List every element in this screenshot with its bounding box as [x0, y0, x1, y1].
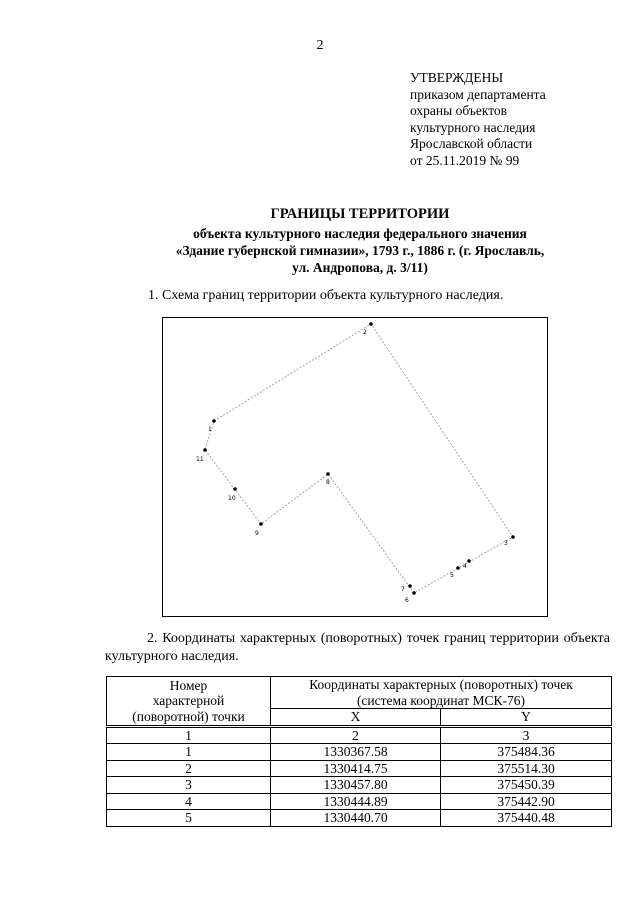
- coord-y: 375484.36: [441, 744, 612, 761]
- coord-y: 375440.48: [441, 810, 612, 827]
- page-number: 2: [316, 38, 324, 53]
- header-x: X: [271, 709, 441, 727]
- approval-line: культурного наследия: [410, 119, 536, 135]
- boundary-point-marker: [412, 591, 416, 595]
- header-coordinates: [271, 677, 612, 709]
- section-1-heading: 1. Схема границ территории объекта культурного наследия.: [148, 288, 504, 303]
- boundary-point-label: 2: [363, 329, 367, 336]
- coord-x: 1330440.70: [271, 810, 441, 827]
- boundary-solid-line: [205, 324, 513, 593]
- coord-x: 1330444.89: [271, 793, 441, 810]
- boundary-point-label: 6: [405, 597, 409, 604]
- boundary-point-label: 7: [401, 586, 405, 593]
- approval-line: Ярославской области: [410, 136, 533, 151]
- table-row: [107, 793, 612, 810]
- table-row: [107, 760, 612, 777]
- point-number: 2: [107, 760, 271, 777]
- coordinates-table: [106, 676, 612, 827]
- coord-x: 1330457.80: [271, 777, 441, 794]
- header-line: Номер: [169, 677, 208, 693]
- document-title: [60, 206, 640, 276]
- coord-y: 375450.39: [441, 777, 612, 794]
- boundary-point-marker: [456, 566, 460, 570]
- boundary-point-marker: [408, 584, 412, 588]
- header-line: Координаты характерных (поворотных) точек: [309, 677, 573, 692]
- point-number: 4: [107, 793, 271, 810]
- approval-line: охраны объектов: [410, 103, 508, 118]
- section-2-heading: [105, 630, 610, 666]
- boundary-point-label: 10: [228, 495, 236, 502]
- title-line: ул. Андропова, д. 3/11): [292, 260, 428, 275]
- approval-line: УТВЕРЖДЕНЫ: [410, 70, 504, 85]
- table-row: [107, 810, 612, 827]
- boundary-point-marker: [259, 522, 263, 526]
- header-line: (система координат МСК-76): [356, 692, 526, 708]
- approval-stamp: [410, 70, 546, 169]
- column-index: 3: [441, 726, 612, 744]
- boundary-point-label: 11: [196, 456, 204, 463]
- point-number: 3: [107, 777, 271, 794]
- boundary-point-marker: [511, 535, 515, 539]
- boundary-point-label: 5: [450, 572, 454, 579]
- coord-x: 1330414.75: [271, 760, 441, 777]
- point-number: 1: [107, 744, 271, 761]
- boundary-point-label: 9: [255, 530, 259, 537]
- header-point-number: [107, 677, 271, 727]
- boundary-point-label: 1: [208, 426, 212, 433]
- boundary-point-marker: [233, 487, 237, 491]
- table-row: [107, 744, 612, 761]
- boundary-scheme-drawing: [163, 318, 549, 618]
- approval-line: приказом департамента: [410, 86, 546, 102]
- header-y: Y: [441, 709, 612, 727]
- point-number: 5: [107, 810, 271, 827]
- table-row: [107, 777, 612, 794]
- boundary-point-marker: [467, 559, 471, 563]
- boundary-point-marker: [369, 322, 373, 326]
- header-line: характерной: [152, 693, 225, 708]
- boundary-point-marker: [212, 419, 216, 423]
- boundary-point-marker: [326, 472, 330, 476]
- title-main: ГРАНИЦЫ ТЕРРИТОРИИ: [270, 206, 450, 222]
- boundary-scheme: [162, 317, 548, 617]
- coord-x: 1330367.58: [271, 744, 441, 761]
- title-line: «Здание губернской гимназии», 1793 г., 1886 г. (г. Ярославль,: [175, 243, 545, 258]
- coord-y: 375442.90: [441, 793, 612, 810]
- section-2-text: 2. Координаты характерных (поворотных) точек границ территории объекта культурного наследия.: [105, 631, 610, 664]
- boundary-point-label: 3: [504, 540, 508, 547]
- title-line: объекта культурного наследия федерального значения: [193, 226, 527, 241]
- coord-y: 375514.30: [441, 760, 612, 777]
- approval-line: от 25.11.2019 № 99: [410, 152, 520, 168]
- header-line: (поворотной) точки: [132, 708, 245, 724]
- boundary-point-label: 8: [326, 479, 330, 486]
- boundary-point-marker: [203, 448, 207, 452]
- column-index: 1: [107, 726, 271, 744]
- boundary-point-label: 4: [463, 563, 467, 570]
- column-index: 2: [271, 726, 441, 744]
